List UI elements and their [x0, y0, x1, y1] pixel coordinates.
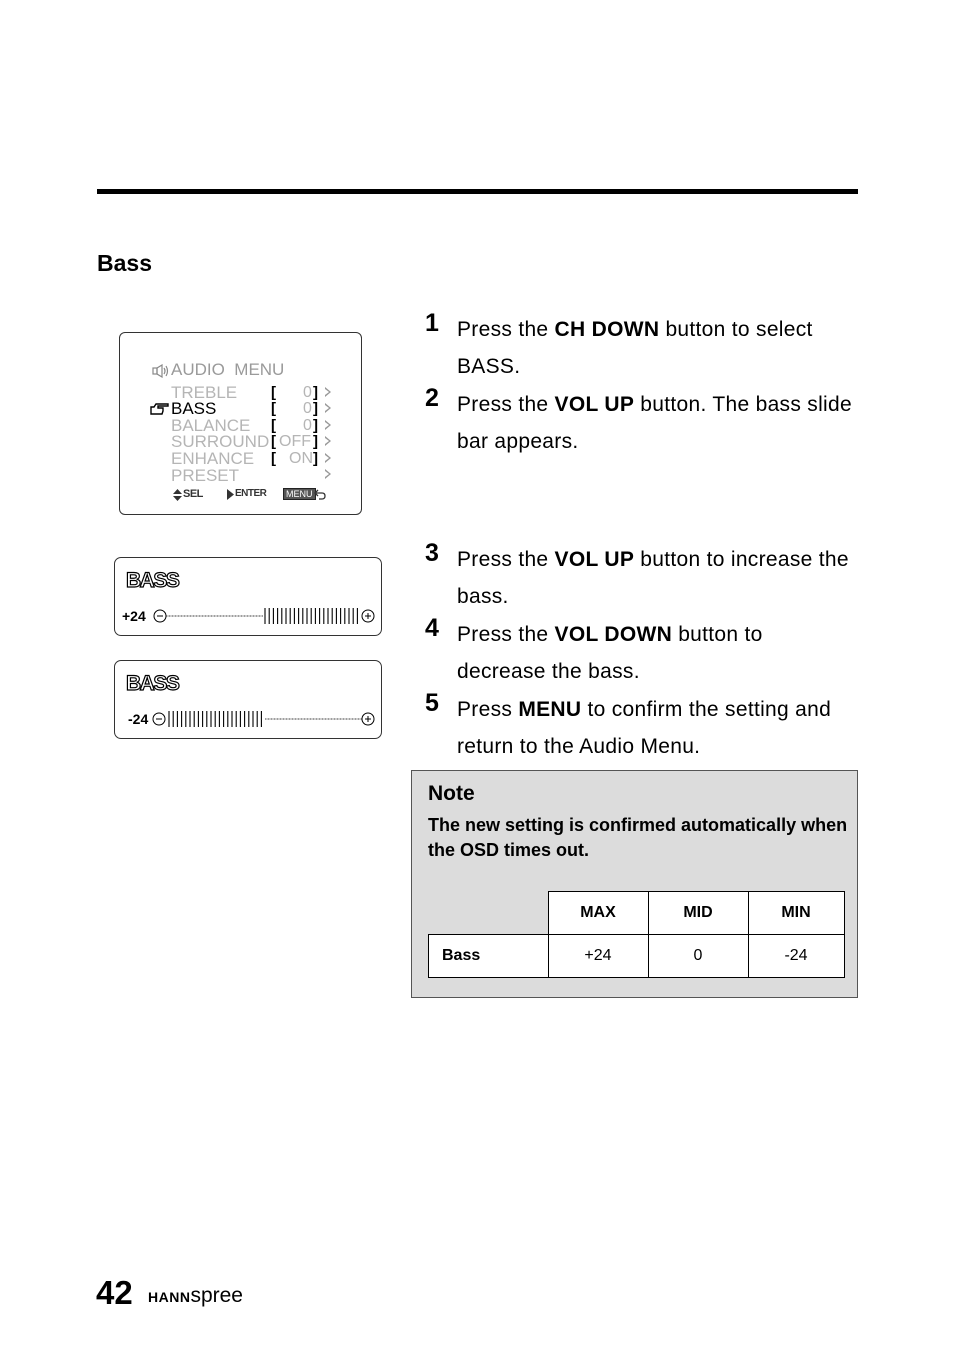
bracket-open: [ — [271, 450, 276, 467]
bracket-open: [ — [271, 433, 276, 450]
table-cell: 0 — [648, 935, 748, 978]
slide-label: BASS — [126, 569, 179, 592]
table-header-row — [429, 892, 845, 935]
arrow-right-icon — [325, 436, 331, 446]
speaker-icon — [152, 364, 170, 378]
osd-item-surround: SURROUND — [171, 432, 270, 451]
page-number: 42 — [96, 1274, 133, 1311]
bass-range-table — [428, 891, 845, 978]
osd-item-enhance: ENHANCE — [171, 449, 255, 468]
play-arrow-icon — [227, 489, 234, 500]
osd-footer-menu: MENU — [283, 488, 316, 500]
bracket-close: ] — [313, 417, 318, 434]
filled-ticks — [169, 711, 261, 727]
section-title: Bass — [97, 250, 152, 276]
bass-slide-min — [114, 660, 382, 739]
bracket-open: [ — [271, 417, 276, 434]
osd-item-balance: BALANCE — [171, 416, 251, 435]
note-box — [411, 770, 858, 998]
arrow-right-icon — [325, 420, 331, 430]
header-rule — [97, 189, 858, 194]
step-text: Press MENU to confirm the setting and return to the Audio Menu. — [457, 698, 832, 758]
osd-item-treble: TREBLE — [171, 383, 238, 402]
step-number: 4 — [425, 614, 439, 642]
osd-footer-enter: ENTER — [235, 488, 267, 499]
minus-icon — [153, 713, 165, 725]
osd-item-bass: BASS — [171, 399, 217, 418]
slide-label: BASS — [126, 672, 179, 695]
osd-value-treble: 0 — [303, 384, 312, 401]
step-text: Press the VOL DOWN button to decrease the bass. — [457, 623, 763, 683]
step-number: 3 — [425, 539, 439, 567]
minus-icon — [154, 610, 166, 622]
table-row-label: Bass — [429, 935, 549, 978]
plus-icon — [362, 610, 374, 622]
slide-bar — [115, 661, 383, 740]
table-cell: -24 — [748, 935, 844, 978]
bracket-close: ] — [313, 384, 318, 401]
table-row — [429, 935, 845, 978]
arrow-right-icon — [325, 387, 331, 397]
osd-value-enhance: ON — [289, 450, 313, 467]
table-header: MAX — [548, 892, 648, 935]
table-corner — [429, 892, 549, 935]
table-cell: +24 — [548, 935, 648, 978]
osd-audio-menu — [119, 332, 362, 515]
slide-bar — [115, 558, 383, 637]
step-text: Press the CH DOWN button to select BASS. — [457, 318, 813, 378]
table-header: MIN — [748, 892, 844, 935]
arrow-right-icon — [325, 403, 331, 413]
bracket-close: ] — [313, 400, 318, 417]
osd-item-preset: PRESET — [171, 466, 240, 485]
step-text: Press the VOL UP button. The bass slide bar appears. — [457, 393, 852, 453]
bass-slide-max — [114, 557, 382, 636]
bracket-open: [ — [271, 400, 276, 417]
up-down-arrow-icon — [173, 489, 182, 501]
step-text: Press the VOL UP button to increase the bass. — [457, 548, 849, 608]
arrow-right-icon — [325, 469, 331, 479]
bracket-close: ] — [313, 433, 318, 450]
slide-value: -24 — [128, 711, 149, 727]
step-number: 2 — [425, 384, 439, 412]
step-number: 1 — [425, 309, 439, 337]
return-arrow-icon — [314, 488, 326, 500]
note-heading: Note — [428, 782, 475, 805]
step-number: 5 — [425, 689, 439, 717]
osd-footer-sel: SEL — [183, 488, 203, 500]
osd-value-surround: OFF — [279, 433, 311, 450]
plus-icon — [362, 713, 374, 725]
osd-value-balance: 0 — [303, 417, 312, 434]
filled-ticks — [265, 608, 357, 624]
slide-value: +24 — [122, 608, 146, 624]
brand-logo: HANNspree — [148, 1284, 243, 1307]
osd-value-bass: 0 — [303, 400, 312, 417]
bracket-open: [ — [271, 384, 276, 401]
arrow-right-icon — [325, 453, 331, 463]
pointing-hand-icon — [150, 402, 170, 416]
note-body: The new setting is confirmed automatically when the OSD times out. — [428, 815, 848, 860]
table-header: MID — [648, 892, 748, 935]
osd-title: AUDIO MENU — [171, 360, 285, 379]
bracket-close: ] — [313, 450, 318, 467]
